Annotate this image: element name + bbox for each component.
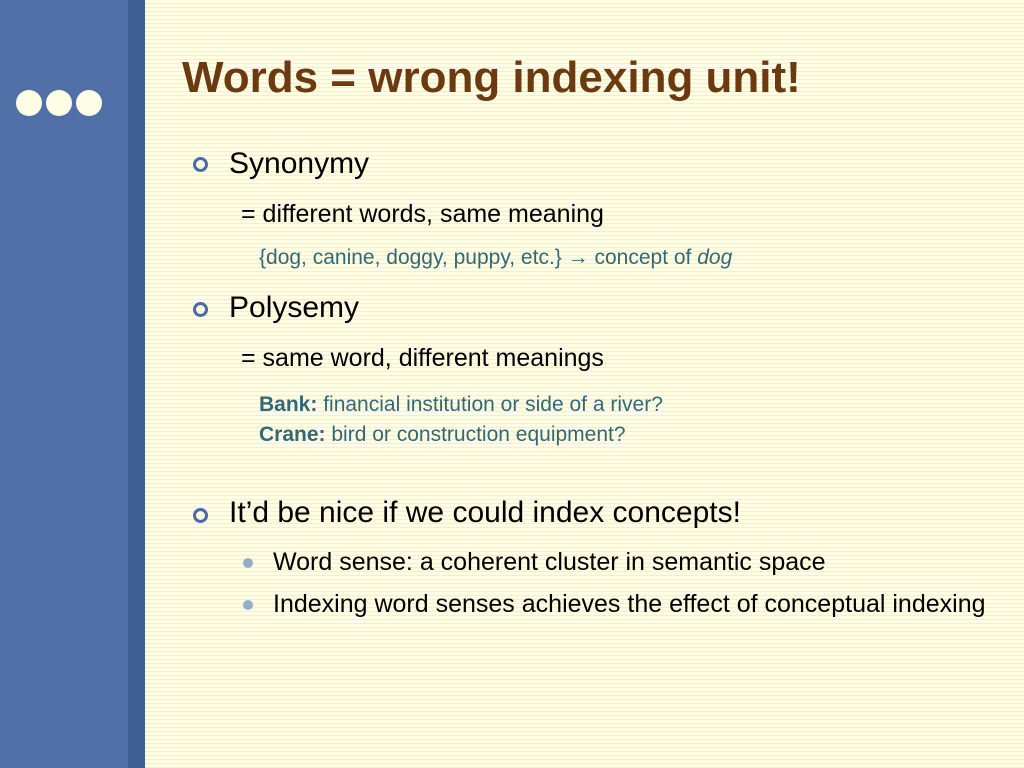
synonymy-example-word: dog [697, 246, 733, 269]
crane-term: Crane: [259, 423, 326, 446]
polysemy-example-crane [259, 422, 626, 448]
ring-bullet-icon [193, 508, 208, 523]
ring-bullet-icon [193, 302, 208, 317]
decorative-dots [16, 90, 102, 116]
crane-text: bird or construction equipment? [331, 423, 626, 446]
synonymy-definition: = different words, same meaning [241, 200, 604, 228]
dot-bullet-icon [243, 558, 253, 568]
polysemy-example-bank [259, 392, 663, 418]
concept-item: Indexing word senses achieves the effect of conceptual indexing [273, 590, 986, 618]
sidebar-edge [128, 0, 145, 768]
dot-bullet-icon [243, 600, 253, 610]
synonymy-heading: Synonymy [229, 147, 370, 180]
ring-bullet-icon [193, 157, 208, 172]
dot-icon [46, 90, 72, 116]
concepts-heading: It’d be nice if we could index concepts! [229, 496, 741, 529]
synonymy-example-text: concept of [594, 246, 692, 269]
dot-icon [16, 90, 42, 116]
slide-title: Words = wrong indexing unit! [182, 53, 801, 102]
bank-term: Bank: [259, 393, 318, 416]
polysemy-definition: = same word, different meanings [241, 344, 604, 372]
synonymy-example-set: {dog, canine, doggy, puppy, etc.} [259, 246, 562, 269]
polysemy-heading: Polysemy [229, 291, 360, 324]
dot-icon [76, 90, 102, 116]
arrow-icon: → [567, 246, 589, 269]
concept-item: Word sense: a coherent cluster in semantic space [273, 548, 826, 576]
bank-text: financial institution or side of a river? [323, 393, 663, 416]
synonymy-example [259, 245, 732, 271]
